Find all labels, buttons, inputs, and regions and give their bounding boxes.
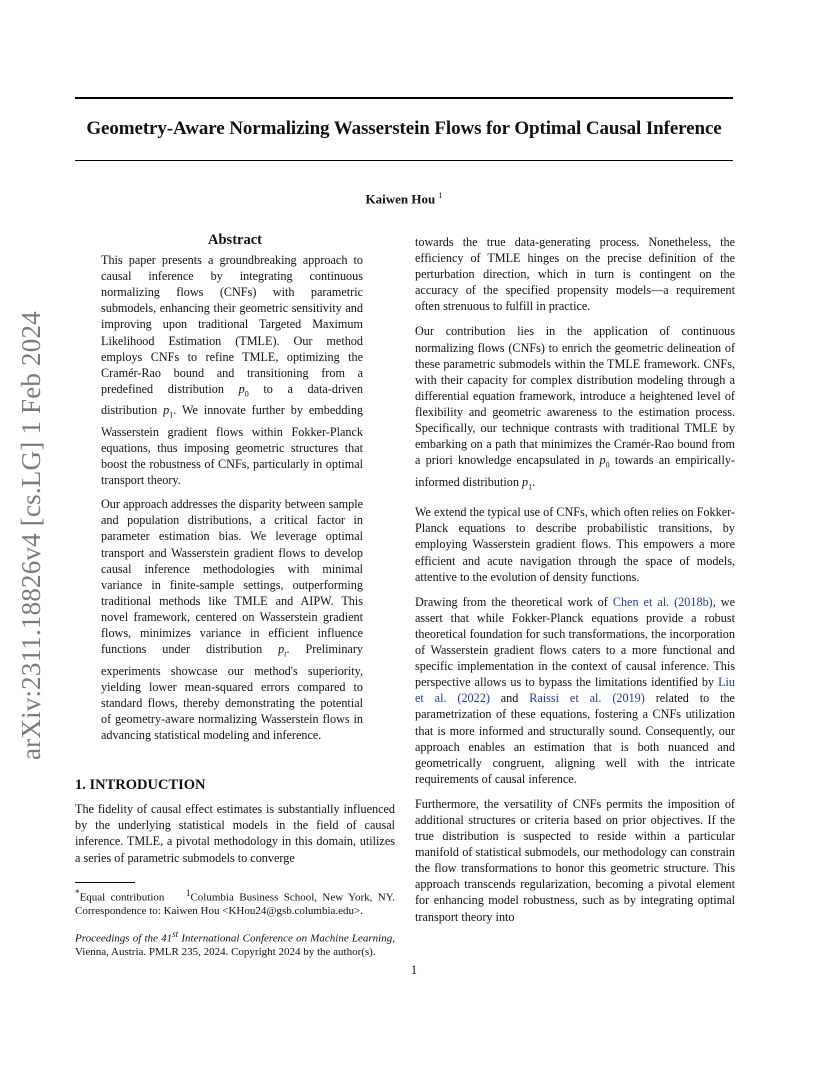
- footnote-proceedings: Proceedings of the 41st International Conference on Machine Learning, Vienna, Austria. PMLR 235, 2024. Copyright 2024 by the author(s).: [75, 929, 395, 959]
- right-paragraph-3: We extend the typical use of CNFs, which often relies on Fokker-Planck equations to describe probabilistic transitions, by employing Wasserstein gradient flows. This empowers a more efficient and acute navigation through the space of models, attentive to the evolution of density functions.: [415, 505, 735, 584]
- abstract-paragraph-1: This paper presents a groundbreaking approach to causal inference by integrating continuous normalizing flows (CNFs) with parametric submodels, enhancing their geometric sensitivity and improving upon traditional Targeted Maximum Likelihood Estimation (TMLE). Our method employs CNFs to refine TMLE, optimizing the Cramér-Rao bound and transitioning from a predefined distribution $p_0$ to a data-driven distribution $p_1$. We innovate further by embedding Wasserstein gradient flows within Fokker-Planck equations, thus imposing geometric structures that boost the robustness of CNFs, particularly in optimal transport theory.: [101, 253, 364, 488]
- abstract-paragraph-2: Our approach addresses the disparity between sample and population distributions, a critical factor in parameter estimation bias. We leverage optimal transport and Wasserstein gradient flows to develop causal inference methodologies with minimal variance in finite-sample settings, outperforming traditional methods like TMLE and AIPW. This novel framework, centered on Wasserstein gradient flows, minimizes variance in efficient influence functions under distribution $p_t$. Preliminary experiments showcase our method's superiority, yielding lower mean-squared errors compared to standard flows, thereby demonstrating the potential of geometry-aware normalizing Wasserstein flows in advancing statistical modeling and inference.: [101, 497, 363, 743]
- title-rule-bottom: [75, 160, 733, 161]
- citation-link-chen[interactable]: Chen et al. (2018b): [612, 594, 713, 609]
- footnote-affiliation: *Equal contribution $^1$Columbia Business School, New York, NY. Correspondence to: Kaiwen Hou <KHou24@gsb.columbia.edu>.: [75, 887, 395, 917]
- author-name: Kaiwen Hou: [365, 191, 436, 207]
- author-line: [75, 191, 733, 207]
- left-column: [75, 232, 395, 970]
- section-heading-introduction: 1. INTRODUCTION: [75, 777, 206, 794]
- paper-title: Geometry-Aware Normalizing Wasserstein Flows for Optimal Causal Inference: [86, 118, 722, 139]
- intro-paragraph-1: The fidelity of causal effect estimates is substantially influenced by the underlying statistical models in the field of causal inference. TMLE, a pivotal methodology in this domain, utilizes a series of parametric submodels to converge: [75, 802, 395, 865]
- citation-link-raissi[interactable]: Raissi et al. (2019): [529, 691, 645, 706]
- abstract-body: [101, 252, 363, 743]
- right-column: [415, 234, 735, 934]
- abstract-heading: Abstract: [208, 232, 262, 248]
- page-number: 1: [410, 963, 418, 977]
- right-paragraph-5: Furthermore, the versatility of CNFs permits the imposition of additional structures or criteria based on prior objectives. If the true distribution is suspected to reside within a particular manifold of statistical submodels, our methodology can constrain the flow transformations to honor this geometric structure. This approach transcends regularization, becoming a pivotal element for enhancing model robustness, such as by integrating optimal transport theory into: [415, 796, 735, 924]
- title-rule-top: [75, 97, 733, 99]
- footnote-rule: [75, 882, 135, 883]
- right-paragraph-2: Our contribution lies in the application of continuous normalizing flows (CNFs) to enrich the geometric delineation of these parametric submodels within the TMLE framework. CNFs, with their capacity for complex distribution modeling through a differential equation framework, introduce a heightened level of flexibility and geometric awareness to the estimation process. Specifically, our technique contrasts with traditional TMLE by embarking on a path that minimizes the Cramér-Rao bound from a priori knowledge encapsulated in $p_0$ towards an empirically-informed distribution $p_1$.: [415, 324, 735, 492]
- arxiv-stamp: arXiv:2311.18826v4 [cs.LG] 1 Feb 2024: [16, 311, 46, 760]
- citation-link-liu[interactable]: Liu et al. (2022): [415, 675, 735, 706]
- author-affiliation-mark: 1: [438, 191, 443, 200]
- right-paragraph-4: Drawing from the theoretical work of Chen et al. (2018b), we assert that while Fokker-Planck equations provide a robust theoretical foundation for such transformations, the incorporation of Wasserstein gradient flows caters to a more functional and specific implementation in the context of causal inference. This perspective allows us to bypass the limitations identified by Liu et al. (2022) and Raissi et al. (2019) related to the parametrization of these equations, fostering a CNFs utilization that is more informed and structurally sound. Consequently, our approach enables an estimation that is both nuanced and geometrically congruent, aligning well with the intricate requirements of causal inference.: [415, 594, 735, 786]
- right-paragraph-1: towards the true data-generating process. Nonetheless, the efficiency of TMLE hinges on the precise definition of the perturbation direction, which in turn is contingent on the accuracy of the specified propensity models—a requirement often strenuous to fulfill in practice.: [415, 235, 735, 314]
